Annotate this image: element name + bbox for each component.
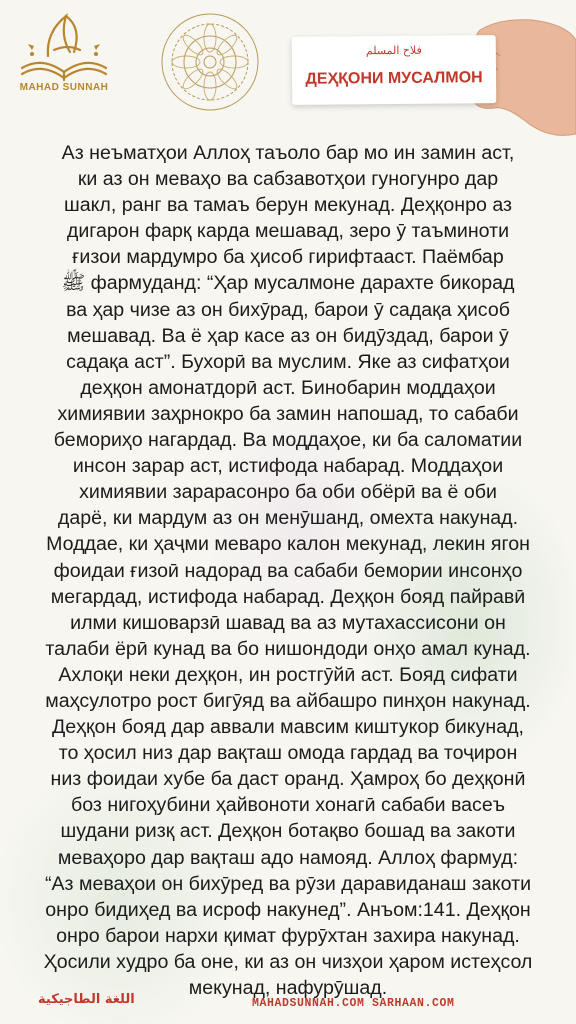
article-line: садақа аст”. Бухорӣ ва муслим. Яке аз сифатҳои [66, 350, 510, 373]
article-line: маҳсулотро рост бигӯяд ва айбашро пинҳон накунад. [45, 689, 531, 712]
title-card-arabic: فلاح المسلم [365, 43, 422, 58]
article-line: меваҳоро дар вақташ адо намояд. Аллоҳ фармуд: [57, 846, 519, 869]
article-line: низ фоидаи хубе ба даст оранд. Ҳамроҳ бо деҳқонӣ [50, 768, 526, 791]
article-line: онро барои нархи қимат фурӯхтан захира накунад. [56, 924, 520, 947]
article-line: ﷺ фармуданд: “Ҳар мусалмоне дарахте бикорад [61, 272, 515, 295]
article-line: мегардад, истифода набарад. Деҳқон бояд пайравӣ [50, 585, 526, 608]
article-line: Аз неъматҳои Аллоҳ таъоло бар мо ин замин аст, [61, 142, 515, 164]
article-line: талаби ёрӣ кунад ва бо нишондоди онҳо амал кунад. [45, 637, 531, 660]
article-line: Деҳқон бояд дар аввали мавсим киштукор бикунад, [51, 716, 524, 739]
article-line: “Аз меваҳои он бихӯред ва рӯзи даравиданаш закоти [44, 872, 532, 895]
article-line: боз нигоҳубини ҳайвоноти хонагӣ сабаби васеъ [71, 794, 505, 817]
article-line: ғизои мардумро ба ҳисоб гирифтааст. Паёмбар [72, 246, 504, 269]
article-line: Ҳосили худро ба оне, ки аз он чизҳои ҳаром истеҳсол [43, 950, 533, 973]
article-line: бемориҳо нагардад. Ва моддаҳое, ки ба саломатии [53, 429, 523, 452]
article-line: Ахлоқи неки деҳқон, ин ростгӯйӣ аст. Бояд сифати [58, 663, 518, 686]
article-line: мешавад. Ва ё ҳар касе аз он бидӯздад, барои ӯ [67, 324, 509, 347]
logo-text: MAHAD SUNNAH [19, 82, 109, 93]
article-line: ва ҳар чизе аз он бихӯрад, барои ӯ садақа ҳисоб [66, 298, 510, 321]
title-card [292, 35, 497, 105]
article-line: деҳқон амонатдорӣ аст. Бинобарин моддаҳои [80, 376, 496, 399]
article-line: шакл, ранг ва тамаъ берун мекунад. Деҳқонро аз [64, 194, 512, 217]
article-body [14, 140, 562, 1001]
article-line: илми кишоварзӣ шавад ва аз мутахассисони он [70, 611, 506, 634]
article-line: онро бидиҳед ва исроф накунед”. Анъом:141. Деҳқон [45, 898, 531, 921]
website-links: MAHADSUNNAH.COM SARHAAN.COM [252, 997, 455, 1010]
language-label: اللغة الطاجيكية [38, 992, 135, 1007]
article-line: фоидаи ғизоӣ надорад ва сабаби бемории инсонҳо [53, 559, 523, 582]
article-line: инсон зарар аст, истифода набарад. Моддаҳои [72, 455, 504, 478]
article-line: химиявии зарарасонро ба оби обёрӣ ва ё оби [79, 481, 497, 504]
article-line: ки аз он меваҳо ва сабзавотҳои гуногунро дар [77, 168, 499, 191]
article-line: шудани ризқ аст. Деҳқон ботақво бошад ва закоти [60, 820, 516, 843]
article-line: химиявии заҳрнокро ба замин напошад, то сабаби [57, 402, 519, 425]
article-line: дарё, ки мардум аз он менӯшанд, омехта накунад. [57, 507, 519, 530]
article-line: мекунад, нафурӯшад. [188, 977, 388, 999]
mandala-ornament [158, 10, 262, 114]
page-title: ДЕҲҚОНИ МУСАЛМОН [305, 69, 483, 88]
article-line: то ҳосил низ дар вақташ омода гардад ва тоҷирон [58, 742, 518, 765]
article-line: Моддае, ки ҳаҷми меваро калон мекунад, лекин ягон [46, 533, 530, 556]
article-line: дигарон фарқ карда мешавад, зеро ӯ таъминоти [66, 220, 510, 243]
